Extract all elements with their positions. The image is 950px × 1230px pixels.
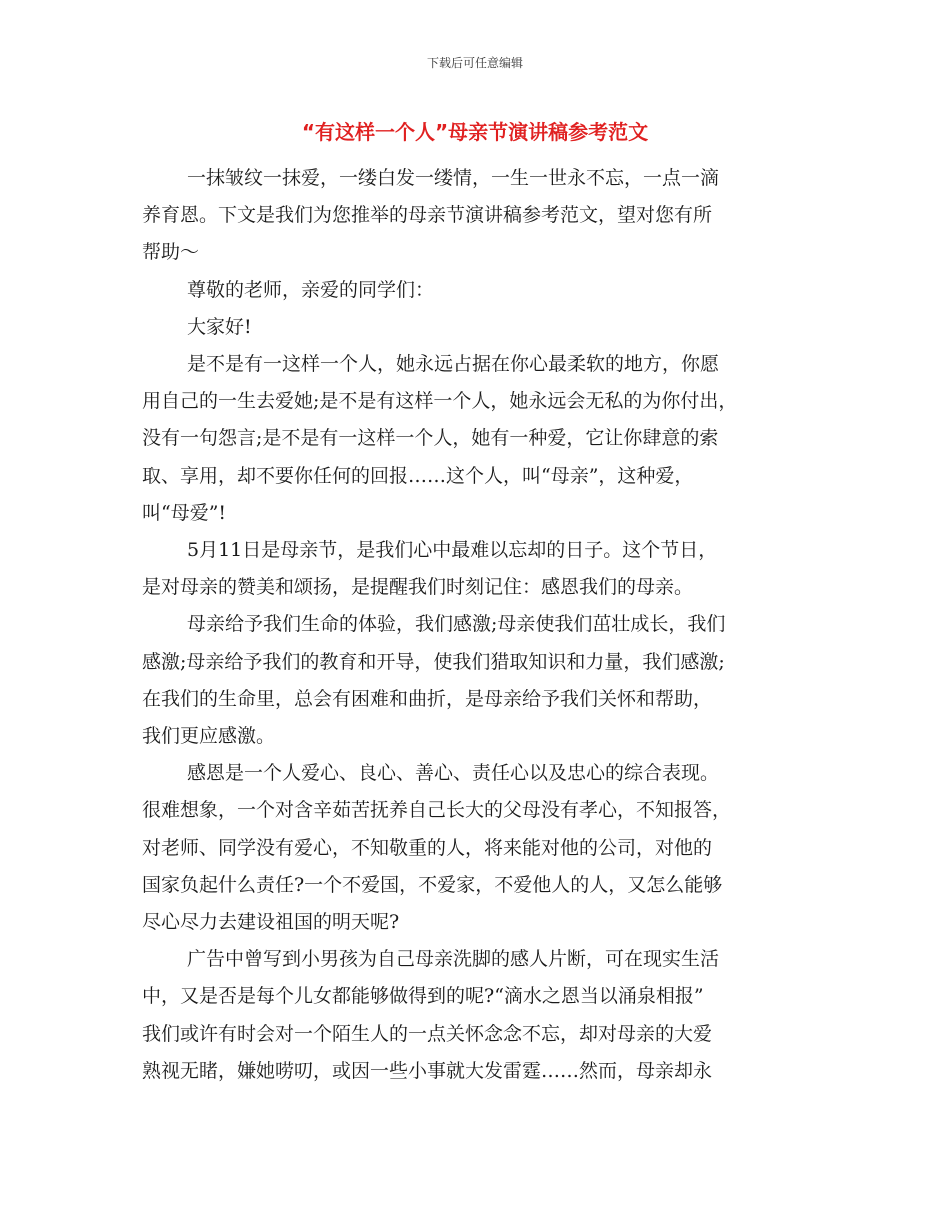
text-line: 母亲给予我们生命的体验，我们感激;母亲使我们茁壮成长，我们: [187, 613, 726, 636]
text-line: 尽心尽力去建设祖国的明天呢?: [142, 911, 400, 934]
text-line: 养育恩。下文是我们为您推举的母亲节演讲稿参考范文，望对您有所: [142, 204, 713, 227]
text-line: 尊敬的老师，亲爱的同学们：: [187, 278, 435, 301]
text-line: 中，又是否是每个儿女都能够做得到的呢?“滴水之恩当以涌泉相报”: [142, 985, 704, 1008]
text-line: 我们更应感激。: [142, 725, 276, 748]
text-line: 对老师、同学没有爱心，不知敬重的人，将来能对他的公司，对他的: [142, 836, 713, 859]
paragraph: [142, 755, 822, 941]
text-line: 熟视无睹，嫌她唠叨，或因一些小事就大发雷霆……然而，母亲却永: [142, 1059, 713, 1082]
text-line: 感恩是一个人爱心、良心、善心、责任心以及忠心的综合表现。: [187, 762, 720, 785]
text-line: 用自己的一生去爱她;是不是有这样一个人，她永远会无私的为你付出，: [142, 390, 738, 413]
paragraph-intro: [142, 160, 822, 272]
document-title: “有这样一个人”母亲节演讲稿参考范文: [301, 120, 649, 144]
text-line: 在我们的生命里，总会有困难和曲折，是母亲给予我们关怀和帮助，: [142, 687, 713, 710]
text-line: 国家负起什么责任?一个不爱国，不爱家，不爱他人的人，又怎么能够: [142, 873, 723, 896]
text-line: 没有一句怨言;是不是有一这样一个人，她有一种爱，它让你肆意的索: [142, 427, 719, 450]
document-body: [142, 160, 822, 1090]
text-line: 一抹皱纹一抹爱，一缕白发一缕情，一生一世永不忘，一点一滴: [187, 167, 720, 189]
paragraph-greeting: [142, 309, 822, 346]
paragraph: [142, 941, 822, 1090]
text-line: 5月11日是母亲节，是我们心中最难以忘却的日子。这个节日，: [187, 539, 718, 562]
text-line: 是不是有一这样一个人，她永远占据在你心最柔软的地方，你愿: [187, 353, 720, 376]
text-line: 很难想象，一个对含辛茹苦抚养自己长大的父母没有孝心，不知报答，: [142, 799, 732, 822]
text-line: 感激;母亲给予我们的教育和开导，使我们猎取知识和力量，我们感激;: [142, 650, 725, 673]
page-header: 下载后可任意编辑: [426, 56, 523, 70]
text-line: 广告中曾写到小男孩为自己母亲洗脚的感人片断，可在现实生活: [187, 948, 720, 971]
text-line: 取、享用，却不要你任何的回报……这个人，叫“母亲”，这种爱，: [142, 464, 694, 487]
text-line: 帮助～: [142, 241, 200, 264]
paragraph: [142, 606, 822, 755]
text-line: 我们或许有时会对一个陌生人的一点关怀念念不忘，却对母亲的大爱: [142, 1022, 713, 1045]
text-line: 叫“母爱”!: [142, 501, 227, 524]
text-line: 大家好!: [187, 315, 252, 338]
paragraph: [142, 346, 822, 532]
text-line: 是对母亲的赞美和颂扬，是提醒我们时刻记住：感恩我们的母亲。: [142, 576, 694, 599]
paragraph: [142, 532, 822, 606]
paragraph-salutation: [142, 272, 822, 309]
